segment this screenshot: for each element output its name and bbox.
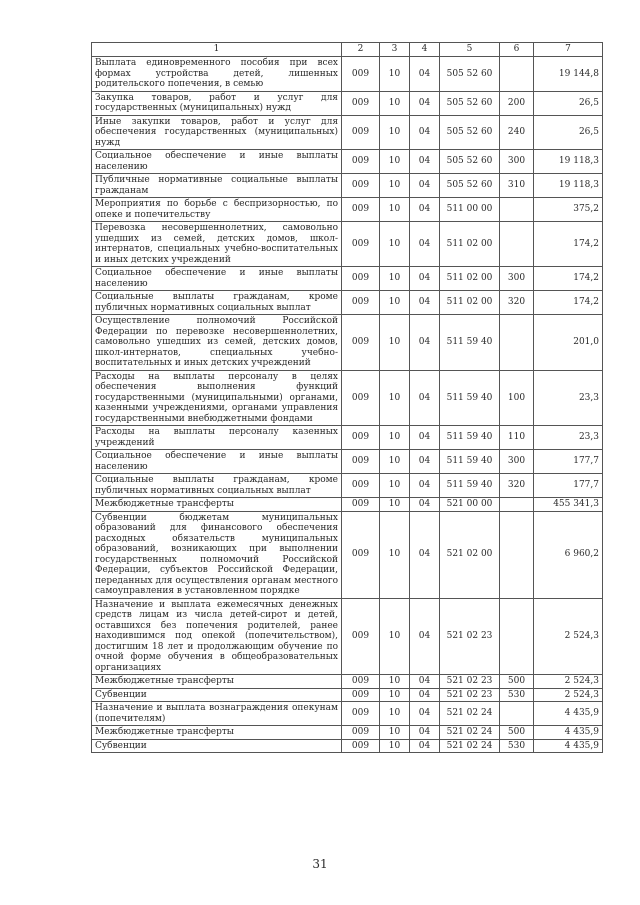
- row-expense-type: [500, 315, 534, 371]
- table-row: [92, 150, 603, 174]
- row-name: Закупка товаров, работ и услуг для государственных (муниципальных) нужд: [92, 91, 342, 115]
- row-admin-code: 009: [342, 450, 380, 474]
- row-section-code: 10: [380, 726, 410, 740]
- row-target-code: 505 52 60: [440, 91, 500, 115]
- row-amount: 174,2: [534, 267, 603, 291]
- row-target-code: 521 02 23: [440, 598, 500, 675]
- row-target-code: 511 02 00: [440, 267, 500, 291]
- header-row: [92, 43, 603, 57]
- row-amount: 19 118,3: [534, 150, 603, 174]
- row-subsection-code: 04: [410, 150, 440, 174]
- row-expense-type: 240: [500, 115, 534, 150]
- row-target-code: 521 02 24: [440, 739, 500, 753]
- row-admin-code: 009: [342, 675, 380, 689]
- row-admin-code: 009: [342, 370, 380, 426]
- row-amount: 6 960,2: [534, 511, 603, 598]
- row-expense-type: [500, 598, 534, 675]
- row-target-code: 521 02 00: [440, 511, 500, 598]
- row-section-code: 10: [380, 688, 410, 702]
- row-expense-type: 300: [500, 267, 534, 291]
- row-target-code: 511 59 40: [440, 315, 500, 371]
- row-amount: 201,0: [534, 315, 603, 371]
- budget-table-container: [91, 42, 602, 753]
- row-target-code: 511 02 00: [440, 222, 500, 267]
- row-name: Назначение и выплата вознаграждения опекунам (попечителям): [92, 702, 342, 726]
- row-subsection-code: 04: [410, 370, 440, 426]
- row-subsection-code: 04: [410, 598, 440, 675]
- row-name: Назначение и выплата ежемесячных денежных средств лицам из числа детей-сирот и детей, оставшихся без попечения родителей, ранее находившимся под опекой (попечительством), достигшим 18 лет и продолжающим обучение по очной форме обучения в общеобразовательных организациях: [92, 598, 342, 675]
- row-target-code: 505 52 60: [440, 115, 500, 150]
- table-row: [92, 370, 603, 426]
- row-target-code: 521 02 24: [440, 726, 500, 740]
- row-admin-code: 009: [342, 57, 380, 92]
- row-subsection-code: 04: [410, 702, 440, 726]
- row-admin-code: 009: [342, 115, 380, 150]
- row-name: Социальные выплаты гражданам, кроме публичных нормативных социальных выплат: [92, 474, 342, 498]
- table-row: [92, 726, 603, 740]
- row-target-code: 521 02 23: [440, 688, 500, 702]
- row-amount: 19 118,3: [534, 174, 603, 198]
- header-col-3: 3: [380, 43, 410, 57]
- row-amount: 26,5: [534, 91, 603, 115]
- row-amount: 174,2: [534, 222, 603, 267]
- table-row: [92, 267, 603, 291]
- row-target-code: 511 59 40: [440, 474, 500, 498]
- row-admin-code: 009: [342, 150, 380, 174]
- table-row: [92, 675, 603, 689]
- row-amount: 2 524,3: [534, 688, 603, 702]
- table-row: [92, 315, 603, 371]
- table-body: [92, 57, 603, 753]
- row-section-code: 10: [380, 150, 410, 174]
- row-amount: 4 435,9: [534, 702, 603, 726]
- row-subsection-code: 04: [410, 198, 440, 222]
- row-section-code: 10: [380, 426, 410, 450]
- row-amount: 177,7: [534, 474, 603, 498]
- row-target-code: 511 59 40: [440, 370, 500, 426]
- row-admin-code: 009: [342, 222, 380, 267]
- row-target-code: 521 02 23: [440, 675, 500, 689]
- row-admin-code: 009: [342, 474, 380, 498]
- table-row: [92, 222, 603, 267]
- row-name: Социальные выплаты гражданам, кроме публичных нормативных социальных выплат: [92, 291, 342, 315]
- row-expense-type: 500: [500, 726, 534, 740]
- row-target-code: 521 00 00: [440, 498, 500, 512]
- row-section-code: 10: [380, 498, 410, 512]
- row-target-code: 511 02 00: [440, 291, 500, 315]
- row-admin-code: 009: [342, 498, 380, 512]
- row-target-code: 511 59 40: [440, 426, 500, 450]
- table-row: [92, 702, 603, 726]
- table-row: [92, 511, 603, 598]
- table-row: [92, 91, 603, 115]
- table-row: [92, 57, 603, 92]
- table-row: [92, 450, 603, 474]
- row-subsection-code: 04: [410, 267, 440, 291]
- row-section-code: 10: [380, 598, 410, 675]
- row-name: Перевозка несовершеннолетних, самовольно ушедших из семей, детских домов, школ-интернатов, специальных учебно-воспитательных и иных детских учреждений: [92, 222, 342, 267]
- row-expense-type: 530: [500, 739, 534, 753]
- row-admin-code: 009: [342, 426, 380, 450]
- row-target-code: 505 52 60: [440, 150, 500, 174]
- row-admin-code: 009: [342, 726, 380, 740]
- row-expense-type: 100: [500, 370, 534, 426]
- row-target-code: 511 59 40: [440, 450, 500, 474]
- row-expense-type: [500, 702, 534, 726]
- row-section-code: 10: [380, 675, 410, 689]
- row-section-code: 10: [380, 739, 410, 753]
- table-row: [92, 474, 603, 498]
- table-row: [92, 198, 603, 222]
- table-row: [92, 498, 603, 512]
- row-subsection-code: 04: [410, 115, 440, 150]
- row-name: Выплата единовременного пособия при всех формах устройства детей, лишенных родительского попечения, в семью: [92, 57, 342, 92]
- row-expense-type: [500, 498, 534, 512]
- table-row: [92, 688, 603, 702]
- row-amount: 4 435,9: [534, 726, 603, 740]
- row-admin-code: 009: [342, 174, 380, 198]
- row-subsection-code: 04: [410, 426, 440, 450]
- row-name: Межбюджетные трансферты: [92, 726, 342, 740]
- row-amount: 455 341,3: [534, 498, 603, 512]
- row-expense-type: 530: [500, 688, 534, 702]
- row-subsection-code: 04: [410, 57, 440, 92]
- row-admin-code: 009: [342, 511, 380, 598]
- row-amount: 23,3: [534, 426, 603, 450]
- row-section-code: 10: [380, 115, 410, 150]
- row-admin-code: 009: [342, 688, 380, 702]
- header-col-5: 5: [440, 43, 500, 57]
- row-amount: 2 524,3: [534, 598, 603, 675]
- row-name: Осуществление полномочий Российской Федерации по перевозке несовершеннолетних, самовольно ушедших из семей, детских домов, школ-интернатов, специальных учебно-воспитательных и иных детских учреждений: [92, 315, 342, 371]
- row-subsection-code: 04: [410, 675, 440, 689]
- header-col-4: 4: [410, 43, 440, 57]
- row-section-code: 10: [380, 450, 410, 474]
- table-row: [92, 174, 603, 198]
- row-section-code: 10: [380, 174, 410, 198]
- row-amount: 4 435,9: [534, 739, 603, 753]
- row-expense-type: [500, 57, 534, 92]
- row-amount: 375,2: [534, 198, 603, 222]
- row-amount: 2 524,3: [534, 675, 603, 689]
- budget-table: [91, 42, 603, 753]
- row-section-code: 10: [380, 511, 410, 598]
- row-expense-type: 300: [500, 150, 534, 174]
- row-target-code: 511 00 00: [440, 198, 500, 222]
- row-name: Межбюджетные трансферты: [92, 675, 342, 689]
- row-expense-type: 310: [500, 174, 534, 198]
- row-name: Расходы на выплаты персоналу казенных учреждений: [92, 426, 342, 450]
- row-name: Иные закупки товаров, работ и услуг для обеспечения государственных (муниципальных) нужд: [92, 115, 342, 150]
- row-name: Социальное обеспечение и иные выплаты населению: [92, 450, 342, 474]
- page-number: 31: [312, 857, 328, 871]
- row-target-code: 505 52 60: [440, 57, 500, 92]
- row-name: Субвенции бюджетам муниципальных образований для финансового обеспечения расходных обязательств муниципальных образований, возникающих при выполнении государственных полномочий Российской Федерации, субъектов Российской Федерации, переданных для осуществления органам местного самоуправления в установленном порядке: [92, 511, 342, 598]
- row-name: Межбюджетные трансферты: [92, 498, 342, 512]
- row-section-code: 10: [380, 267, 410, 291]
- row-expense-type: 320: [500, 474, 534, 498]
- row-section-code: 10: [380, 198, 410, 222]
- row-section-code: 10: [380, 474, 410, 498]
- row-subsection-code: 04: [410, 174, 440, 198]
- table-row: [92, 598, 603, 675]
- row-admin-code: 009: [342, 291, 380, 315]
- row-subsection-code: 04: [410, 498, 440, 512]
- table-row: [92, 426, 603, 450]
- row-name: Расходы на выплаты персоналу в целях обеспечения выполнения функций государственными (муниципальными) органами, казенными учреждениями, органами управления государственными внебюджетными фондами: [92, 370, 342, 426]
- row-amount: 23,3: [534, 370, 603, 426]
- row-subsection-code: 04: [410, 688, 440, 702]
- row-target-code: 505 52 60: [440, 174, 500, 198]
- table-row: [92, 739, 603, 753]
- header-col-2: 2: [342, 43, 380, 57]
- row-subsection-code: 04: [410, 739, 440, 753]
- row-admin-code: 009: [342, 739, 380, 753]
- row-section-code: 10: [380, 315, 410, 371]
- row-section-code: 10: [380, 702, 410, 726]
- table-row: [92, 115, 603, 150]
- row-section-code: 10: [380, 57, 410, 92]
- row-admin-code: 009: [342, 267, 380, 291]
- row-section-code: 10: [380, 370, 410, 426]
- row-expense-type: 110: [500, 426, 534, 450]
- table-row: [92, 291, 603, 315]
- row-admin-code: 009: [342, 198, 380, 222]
- row-section-code: 10: [380, 291, 410, 315]
- row-name: Субвенции: [92, 739, 342, 753]
- row-expense-type: [500, 511, 534, 598]
- row-expense-type: 200: [500, 91, 534, 115]
- row-name: Социальное обеспечение и иные выплаты населению: [92, 150, 342, 174]
- row-name: Социальное обеспечение и иные выплаты населению: [92, 267, 342, 291]
- row-target-code: 521 02 24: [440, 702, 500, 726]
- row-admin-code: 009: [342, 702, 380, 726]
- row-section-code: 10: [380, 91, 410, 115]
- header-col-6: 6: [500, 43, 534, 57]
- row-name: Мероприятия по борьбе с беспризорностью, по опеке и попечительству: [92, 198, 342, 222]
- row-amount: 177,7: [534, 450, 603, 474]
- row-name: Публичные нормативные социальные выплаты гражданам: [92, 174, 342, 198]
- row-amount: 174,2: [534, 291, 603, 315]
- row-subsection-code: 04: [410, 726, 440, 740]
- row-amount: 19 144,8: [534, 57, 603, 92]
- header-col-7: 7: [534, 43, 603, 57]
- row-expense-type: 500: [500, 675, 534, 689]
- row-subsection-code: 04: [410, 474, 440, 498]
- row-subsection-code: 04: [410, 315, 440, 371]
- row-expense-type: [500, 198, 534, 222]
- row-expense-type: [500, 222, 534, 267]
- row-subsection-code: 04: [410, 91, 440, 115]
- row-expense-type: 320: [500, 291, 534, 315]
- header-col-1: 1: [92, 43, 342, 57]
- row-admin-code: 009: [342, 315, 380, 371]
- row-admin-code: 009: [342, 91, 380, 115]
- row-section-code: 10: [380, 222, 410, 267]
- row-amount: 26,5: [534, 115, 603, 150]
- row-name: Субвенции: [92, 688, 342, 702]
- row-subsection-code: 04: [410, 222, 440, 267]
- row-subsection-code: 04: [410, 450, 440, 474]
- row-subsection-code: 04: [410, 291, 440, 315]
- row-expense-type: 300: [500, 450, 534, 474]
- row-admin-code: 009: [342, 598, 380, 675]
- row-subsection-code: 04: [410, 511, 440, 598]
